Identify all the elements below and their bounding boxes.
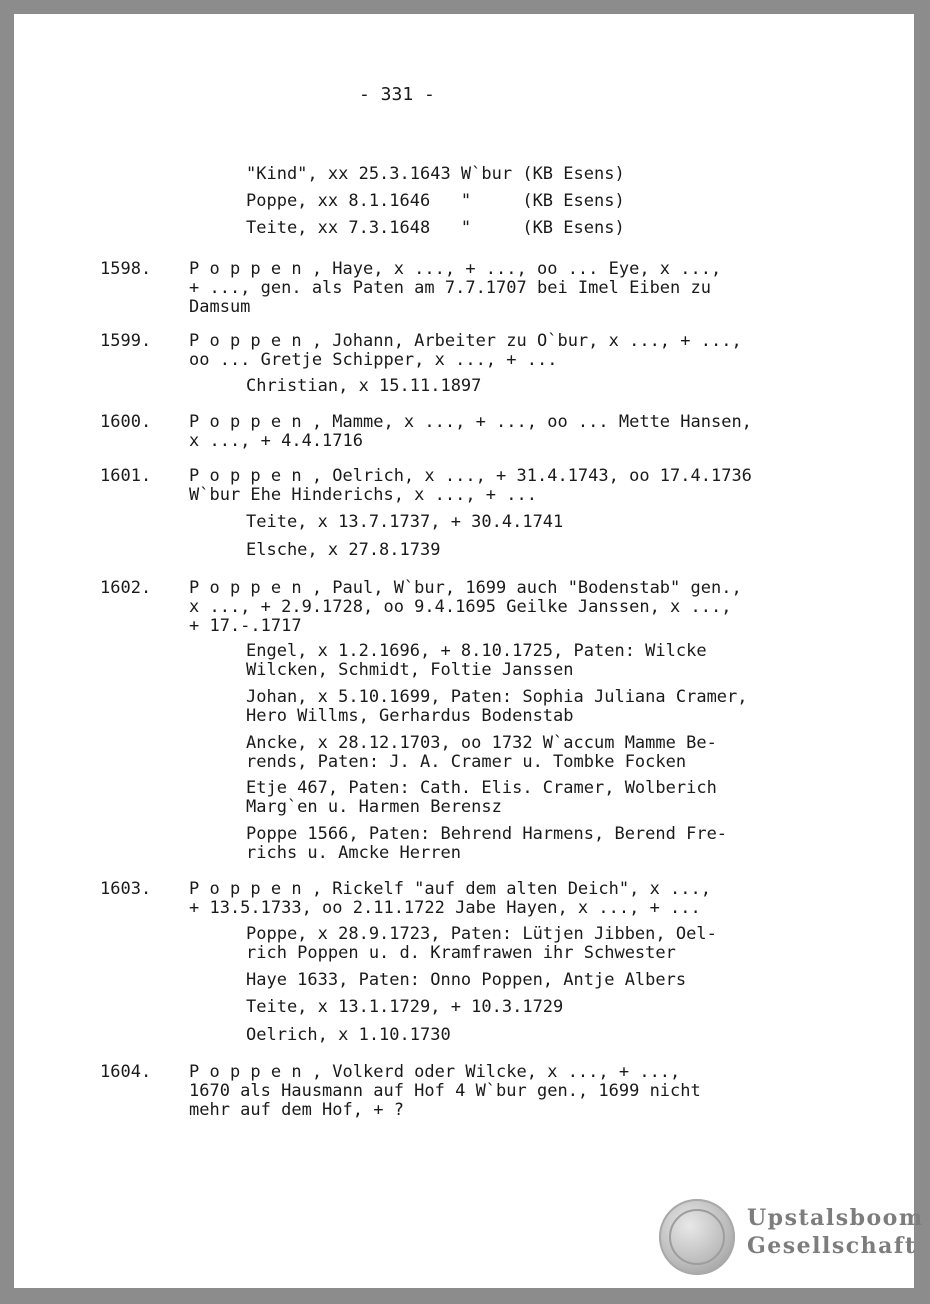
entry-line: P o p p e n , Volkerd oder Wilcke, x ..., + ...,: [189, 1062, 681, 1082]
continuation-child: "Kind", xx 25.3.1643 W`bur (KB Esens): [246, 164, 625, 184]
child-line: Teite, x 13.7.1737, + 30.4.1741: [246, 512, 564, 532]
entry-text: [189, 579, 829, 636]
brand-line-2: Gesellschaft: [747, 1233, 917, 1259]
child-line: Christian, x 15.11.1897: [246, 376, 482, 396]
brand-line-1: Upstalsboom: [747, 1205, 924, 1231]
entry-number: 1601.: [100, 466, 152, 486]
entry-line: P o p p e n , Oelrich, x ..., + 31.4.1743, oo 17.4.1736: [189, 466, 752, 486]
entry-line: P o p p e n , Mamme, x ..., + ..., oo ... Mette Hansen,: [189, 412, 752, 432]
child-line: rends, Paten: J. A. Cramer u. Tombke Focken: [246, 752, 687, 772]
entry-line: P o p p e n , Johann, Arbeiter zu O`bur, x ..., + ...,: [189, 331, 742, 351]
child-entry: [246, 513, 846, 532]
child-entry: [246, 779, 846, 817]
entry-text: [189, 260, 829, 317]
entry-line: mehr auf dem Hof, + ?: [189, 1100, 404, 1120]
continuation-child: Poppe, xx 8.1.1646 " (KB Esens): [246, 191, 625, 211]
entry-number: 1604.: [100, 1062, 152, 1082]
child-line: Teite, x 13.1.1729, + 10.3.1729: [246, 997, 564, 1017]
child-line: Etje 467, Paten: Cath. Elis. Cramer, Wolberich: [246, 778, 717, 798]
entry-text: [189, 467, 829, 505]
entry-line: P o p p e n , Haye, x ..., + ..., oo ... Eye, x ...,: [189, 259, 722, 279]
child-line: Elsche, x 27.8.1739: [246, 540, 441, 560]
entry-line: oo ... Gretje Schipper, x ..., + ...: [189, 350, 558, 370]
child-entry: [246, 642, 846, 680]
child-entry: [246, 925, 846, 963]
entry-line: P o p p e n , Paul, W`bur, 1699 auch "Bodenstab" gen.,: [189, 578, 742, 598]
entry-number: 1600.: [100, 412, 152, 432]
entry-text: [189, 880, 829, 918]
entry-number: 1599.: [100, 331, 152, 351]
entry-number: 1603.: [100, 879, 152, 899]
entry-line: + ..., gen. als Paten am 7.7.1707 bei Imel Eiben zu: [189, 278, 711, 298]
child-entry: [246, 541, 846, 560]
child-line: rich Poppen u. d. Kramfrawen ihr Schwester: [246, 943, 676, 963]
entry-line: 1670 als Hausmann auf Hof 4 W`bur gen., 1699 nicht: [189, 1081, 701, 1101]
child-line: Poppe, x 28.9.1723, Paten: Lütjen Jibben, Oel-: [246, 924, 717, 944]
entry-line: x ..., + 2.9.1728, oo 9.4.1695 Geilke Janssen, x ...,: [189, 597, 732, 617]
seal-inner-ring: [669, 1209, 725, 1265]
child-line: Haye 1633, Paten: Onno Poppen, Antje Albers: [246, 970, 687, 990]
child-line: Ancke, x 28.12.1703, oo 1732 W`accum Mamme Be-: [246, 733, 717, 753]
brand-watermark: [659, 1199, 924, 1279]
entry-number: 1598.: [100, 259, 152, 279]
child-entry: [246, 734, 846, 772]
child-line: richs u. Amcke Herren: [246, 843, 461, 863]
child-entry: [246, 688, 846, 726]
child-entry: [246, 998, 846, 1017]
entry-text: [189, 413, 829, 451]
document-page: [14, 14, 924, 1288]
child-line: Wilcken, Schmidt, Foltie Janssen: [246, 660, 574, 680]
entry-number: 1602.: [100, 578, 152, 598]
upstalsboom-seal-icon: [659, 1199, 735, 1275]
child-line: Engel, x 1.2.1696, + 8.10.1725, Paten: Wilcke: [246, 641, 707, 661]
entry-line: x ..., + 4.4.1716: [189, 431, 363, 451]
child-line: Hero Willms, Gerhardus Bodenstab: [246, 706, 574, 726]
child-line: Johan, x 5.10.1699, Paten: Sophia Juliana Cramer,: [246, 687, 748, 707]
entry-line: + 17.-.1717: [189, 616, 302, 636]
child-entry: [246, 377, 846, 396]
child-line: Poppe 1566, Paten: Behrend Harmens, Berend Fre-: [246, 824, 728, 844]
page-number: - 331 -: [359, 84, 435, 105]
entry-line: Damsum: [189, 297, 251, 317]
child-entry: [246, 825, 846, 863]
entry-line: W`bur Ehe Hinderichs, x ..., + ...: [189, 485, 537, 505]
entry-line: + 13.5.1733, oo 2.11.1722 Jabe Hayen, x ..., + ...: [189, 898, 701, 918]
entry-text: [189, 1063, 829, 1120]
entry-line: P o p p e n , Rickelf "auf dem alten Deich", x ...,: [189, 879, 711, 899]
entry-text: [189, 332, 829, 370]
child-entry: [246, 1026, 846, 1045]
continuation-child: Teite, xx 7.3.1648 " (KB Esens): [246, 218, 625, 238]
child-line: Marg`en u. Harmen Berensz: [246, 797, 502, 817]
child-line: Oelrich, x 1.10.1730: [246, 1025, 451, 1045]
child-entry: [246, 971, 846, 990]
